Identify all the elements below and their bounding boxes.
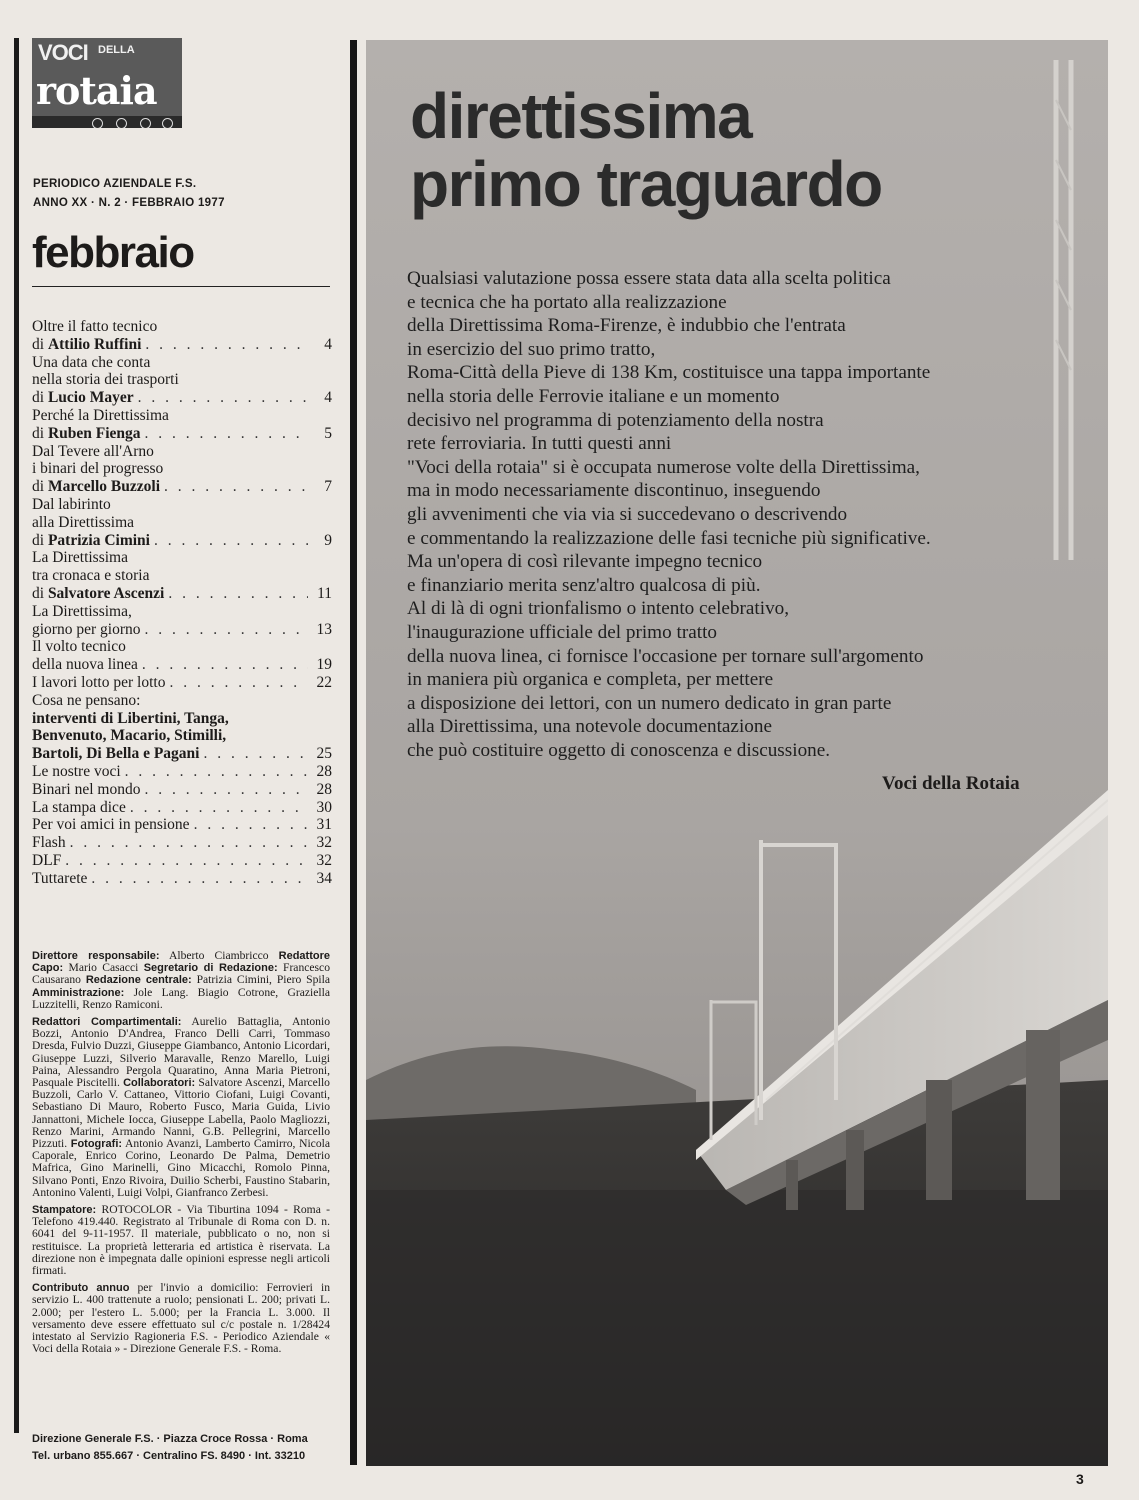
toc-title-line: Perché la Direttissima	[32, 406, 169, 424]
redazione-label: Redazione centrale:	[85, 974, 192, 987]
intro-line: della Direttissima Roma-Firenze, è indubbio che l'entrata	[407, 315, 846, 337]
logo-wheel-icon	[140, 118, 151, 128]
toc-entry-line	[32, 834, 332, 852]
compartimentali-names: Aurelio Battaglia, Antonio Bozzi, Antonio D'Andrea, Franco Delli Carri, Tommaso Dresda, Fulvio Duzzi, Giuseppe Giambanco, Antonio Licordari, Giuseppe Luzzi, Silverio Maravalle, Renzo Marello, Luigi Paina, Alessandro Pergola Quaratino, Anna Maria Pietroni, Pasquale Piscitelli.	[32, 1015, 330, 1090]
toc-entry-prefix: di	[32, 584, 48, 602]
left-column-rule	[14, 38, 19, 1433]
toc-leader-dots	[145, 336, 308, 354]
intro-line: rete ferroviaria. In tutti questi anni	[407, 433, 672, 455]
toc-page-number: 4	[324, 335, 332, 353]
toc-entry-author: Marcello Buzzoli	[47, 478, 160, 496]
toc-page-number: 25	[316, 745, 332, 763]
column-divider-rule	[350, 40, 357, 1465]
toc-title-line: i binari del progresso	[32, 460, 164, 478]
toc-entry-line	[32, 852, 332, 870]
toc-leader-dots	[144, 621, 308, 639]
logo-wheel-icon	[92, 118, 103, 128]
logo-rail-stripe	[32, 116, 182, 128]
toc-leader-dots	[91, 870, 308, 888]
toc-entry	[32, 781, 332, 799]
toc-entry-line	[32, 478, 332, 496]
toc-bold-text: interventi di Libertini, Tanga,	[32, 709, 229, 727]
toc-page-number: 7	[324, 478, 332, 496]
article-signature: Voci della Rotaia	[882, 773, 1020, 794]
toc-entry-prefix: Flash	[32, 834, 66, 852]
toc-entry	[32, 763, 332, 781]
toc-entry-prefix: di	[32, 531, 48, 549]
toc-entry-line	[32, 656, 332, 674]
toc-leader-dots	[164, 478, 308, 496]
toc-entry	[32, 496, 332, 549]
intro-line: gli avvenimenti che via via si succedevano o descrivendo	[407, 503, 848, 525]
toc-entry-prefix: della nuova linea	[32, 656, 138, 674]
toc-entry-text	[32, 621, 140, 639]
toc-title-line: Cosa ne pensano:	[32, 691, 141, 709]
toc-leader-dots	[65, 852, 308, 870]
toc-entry	[32, 852, 332, 870]
toc-entry-text	[32, 336, 141, 354]
toc-entry-prefix: di	[32, 424, 48, 442]
contributo-text: per l'invio a domicilio: Ferrovieri in servizio L. 400 trattenute a ruolo; pensionati L. 200; privati L. 2.000; per l'estero L. 5.000; per la Francia L. 3.000. Il versamento deve essere effettuato sul c/c postale n. 1/28424 intestato al Servizio Ragioneria F.S. - Periodico Aziendale « Voci della Rotaia » - Direzione Generale F.S. - Roma.	[32, 1281, 330, 1356]
toc-entry-prefix: giorno per giorno	[32, 620, 141, 638]
toc-title-line: Dal labirinto	[32, 495, 111, 513]
toc-leader-dots	[70, 834, 308, 852]
toc-entry-line	[32, 389, 332, 407]
segretario-label: Segretario di Redazione:	[143, 962, 278, 975]
toc-entry-prefix: Le nostre voci	[32, 762, 121, 780]
direttore-name: Alberto Ciambricco	[159, 949, 279, 962]
amministrazione-label: Amministrazione:	[32, 986, 125, 999]
logo-wheel-icon	[162, 118, 173, 128]
toc-entry-author: Bartoli, Di Bella e Pagani	[32, 745, 200, 763]
toc-title-line-bold	[32, 727, 332, 745]
toc-entry	[32, 674, 332, 692]
toc-entry-text	[32, 585, 164, 603]
toc-page-number: 13	[316, 620, 332, 638]
logo-wheel-icon	[116, 118, 127, 128]
toc-entry-line	[32, 870, 332, 888]
stampatore-text: ROTOCOLOR - Via Tiburtina 1094 - Roma - Telefono 419.440. Registrato al Tribunale di Roma con D. n. 6041 del 9-11-1957. Il materiale, pubblicato o no, non si restituisce. La proprietà letteraria ed artistica è riservata. La direzione non è impegnata dalle opinioni espresse negli articoli firmati.	[32, 1203, 330, 1278]
toc-entry-text	[32, 834, 66, 852]
toc-leader-dots	[154, 532, 308, 550]
intro-line: in maniera più organica e completa, per mettere	[407, 669, 774, 691]
compartimentali-label: Redattori Compartimentali:	[32, 1016, 182, 1029]
toc-entry-line	[32, 585, 332, 603]
toc-entry-text	[32, 799, 126, 817]
toc-entry-line	[32, 799, 332, 817]
toc-entry-text	[32, 425, 141, 443]
intro-line: decisivo nel programma di potenziamento della nostra	[407, 409, 824, 431]
toc-leader-dots	[125, 763, 308, 781]
amministrazione-names: Jole Lang. Biagio Cotrone, Graziella Luzzitelli, Renzo Ramiconi.	[32, 985, 330, 1011]
headline-line-2: primo traguardo	[410, 148, 882, 220]
toc-entry-prefix: di	[32, 478, 48, 496]
toc-leader-dots	[203, 745, 308, 763]
intro-line: e commentando la realizzazione delle fasi tecniche più significative.	[407, 527, 931, 549]
toc-entry-text	[32, 478, 160, 496]
fotografi-label: Fotografi:	[70, 1138, 123, 1151]
toc-entry-text	[32, 781, 141, 799]
toc-entry	[32, 638, 332, 674]
toc-entry-author: Salvatore Ascenzi	[47, 584, 165, 602]
toc-entry-author: Patrizia Cimini	[47, 531, 150, 549]
toc-leader-dots	[145, 781, 309, 799]
toc-leader-dots	[142, 656, 308, 674]
issue-info: ANNO XX · N. 2 · FEBBRAIO 1977	[33, 197, 225, 209]
toc-entry-text	[32, 656, 138, 674]
intro-line: e tecnica che ha portato alla realizzazione	[407, 291, 727, 313]
toc-entry-prefix: La stampa dice	[32, 798, 126, 816]
logo-rotaia: rotaia	[36, 68, 157, 113]
toc-entry	[32, 443, 332, 496]
publication-type: PERIODICO AZIENDALE F.S.	[33, 178, 197, 190]
magazine-logo	[32, 38, 182, 128]
toc-entry-prefix: Binari nel mondo	[32, 780, 141, 798]
collaboratori-names: Salvatore Ascenzi, Marcello Buzzoli, Carlo V. Cattaneo, Vittorio Ciofani, Luigi Covanti, Sebastiano Di Mauro, Roberto Fusco, Maria Guida, Livio Jannattoni, Michele Iocca, Giuseppe Labella, Paolo Magliozzi, Renzo Marini, Armando Nanni, G.B. Pellegrini, Marcello Pizzuti.	[32, 1076, 330, 1151]
toc-entry-author: Lucio Mayer	[47, 389, 134, 407]
toc-entry-text	[32, 674, 165, 692]
toc-title-line: Una data che conta	[32, 353, 151, 371]
intro-line: Roma-Città della Pieve di 138 Km, costituisce una tappa importante	[407, 362, 931, 384]
toc-entry-line	[32, 745, 332, 763]
toc-entry-text	[32, 870, 87, 888]
address-line: Direzione Generale F.S. · Piazza Croce Rossa · Roma	[32, 1433, 308, 1445]
toc-entry	[32, 407, 332, 443]
toc-title-line: tra cronaca e storia	[32, 567, 150, 585]
collaboratori-label: Collaboratori:	[123, 1077, 196, 1090]
toc-entry-line	[32, 621, 332, 639]
toc-entry-line	[32, 781, 332, 799]
toc-entry-prefix: di	[32, 335, 48, 353]
intro-line: della nuova linea, ci fornisce l'occasione per tornare sull'argomento	[407, 645, 924, 667]
toc-page-number: 32	[316, 851, 332, 869]
toc-page-number: 4	[324, 389, 332, 407]
toc-divider	[32, 286, 330, 287]
toc-entry-text	[32, 389, 134, 407]
intro-line: in esercizio del suo primo tratto,	[407, 338, 656, 360]
logo-voci: VOCI	[38, 40, 88, 65]
toc-entry	[32, 834, 332, 852]
toc-page-number: 28	[316, 762, 332, 780]
toc-entry-prefix: DLF	[32, 851, 62, 869]
intro-line: a disposizione dei lettori, con un numero dedicato in gran parte	[407, 692, 892, 714]
toc-leader-dots	[168, 585, 308, 603]
toc-title-line: La Direttissima	[32, 549, 128, 567]
toc-page-number: 32	[316, 834, 332, 852]
toc-leader-dots	[194, 816, 308, 834]
toc-entry-line	[32, 674, 332, 692]
intro-line: "Voci della rotaia" si è occupata numerose volte della Direttissima,	[407, 456, 920, 478]
toc-entry-prefix: I lavori lotto per lotto	[32, 673, 166, 691]
redazione-names: Patrizia Cimini, Piero Spila	[191, 973, 330, 987]
redattore-capo-name: Mario Casacci	[63, 961, 144, 975]
headline-line-1: direttissima	[410, 80, 752, 152]
intro-line: nella storia delle Ferrovie italiane e un momento	[407, 385, 780, 407]
toc-entry	[32, 870, 332, 888]
toc-title-line: alla Direttissima	[32, 513, 135, 531]
issue-month-title: febbraio	[32, 228, 194, 277]
toc-entry-prefix: Tuttarete	[32, 869, 88, 887]
toc-entry	[32, 816, 332, 834]
contributo-label: Contributo annuo	[32, 1282, 130, 1295]
toc-entry-text	[32, 852, 61, 870]
toc-entry-prefix: di	[32, 389, 48, 407]
intro-line: Ma un'opera di così rilevante impegno tecnico	[407, 551, 763, 573]
toc-entry-prefix: Per voi amici in pensione	[32, 816, 190, 834]
editorial-credits	[32, 950, 330, 1361]
toc-leader-dots	[169, 674, 308, 692]
intro-line: Qualsiasi valutazione possa essere stata data alla scelta politica	[407, 268, 891, 289]
intro-line: alla Direttissima, una notevole documentazione	[407, 716, 772, 738]
toc-leader-dots	[138, 389, 308, 407]
toc-entry-line	[32, 763, 332, 781]
contributors-paragraph	[32, 1016, 330, 1199]
logo-della: DELLA	[98, 44, 135, 56]
toc-entry-author: Attilio Ruffini	[47, 335, 142, 353]
fotografi-names: Antonio Avanzi, Lamberto Camirro, Nicola Caporale, Enrico Corino, Leonardo De Palma, Demetrio Mafrica, Gino Marinelli, Gino Micacchi, Romolo Pinna, Silvano Ponti, Enzo Rivoira, Duilio Scherbi, Faustino Stabarin, Antonino Valenti, Luigi Volpi, Gianfranco Zerbesi.	[32, 1137, 330, 1199]
intro-line: che può costituire oggetto di conoscenza e discussione.	[407, 739, 831, 761]
toc-entry	[32, 318, 332, 354]
toc-entry-text	[32, 745, 199, 763]
toc-title-line: Dal Tevere all'Arno	[32, 442, 154, 460]
article-intro	[407, 267, 1057, 762]
toc-page-number: 31	[316, 816, 332, 834]
toc-entry	[32, 354, 332, 407]
intro-line: e finanziario merita senz'altro qualcosa di più.	[407, 574, 761, 596]
toc-page-number: 34	[316, 869, 332, 887]
stampatore-label: Stampatore:	[32, 1204, 97, 1217]
table-of-contents	[32, 318, 332, 888]
article-headline	[410, 82, 882, 218]
toc-entry	[32, 692, 332, 763]
intro-line: ma in modo necessariamente discontinuo, inseguendo	[407, 480, 821, 502]
toc-page-number: 22	[316, 673, 332, 691]
toc-entry-line	[32, 336, 332, 354]
toc-page-number: 9	[324, 531, 332, 549]
toc-entry-author: Ruben Fienga	[47, 424, 141, 442]
toc-entry-text	[32, 816, 190, 834]
toc-page-number: 19	[316, 656, 332, 674]
direttore-label: Direttore responsabile:	[32, 950, 160, 962]
toc-page-number: 28	[316, 780, 332, 798]
toc-entry	[32, 799, 332, 817]
toc-entry-line	[32, 532, 332, 550]
segretario-name: Francesco Causarano	[32, 961, 330, 987]
page-number: 3	[1076, 1471, 1084, 1487]
toc-page-number: 5	[324, 424, 332, 442]
toc-bold-text: Benvenuto, Macario, Stimilli,	[32, 727, 227, 745]
intro-line: l'inaugurazione ufficiale del primo tratto	[407, 621, 717, 643]
phone-line: Tel. urbano 855.667 · Centralino FS. 8490 · Int. 33210	[32, 1450, 306, 1462]
redattore-capo-label: Redattore Capo:	[32, 950, 330, 975]
toc-entry-line	[32, 816, 332, 834]
toc-entry	[32, 549, 332, 602]
subscription-paragraph	[32, 1282, 330, 1355]
toc-page-number: 11	[317, 584, 332, 602]
staff-paragraph	[32, 950, 330, 1011]
toc-title-line: nella storia dei trasporti	[32, 371, 179, 389]
toc-entry	[32, 603, 332, 639]
toc-leader-dots	[130, 799, 308, 817]
toc-page-number: 30	[316, 798, 332, 816]
toc-title-line: Il volto tecnico	[32, 638, 126, 656]
toc-title-line: Oltre il fatto tecnico	[32, 318, 158, 335]
toc-leader-dots	[145, 425, 308, 443]
toc-entry-text	[32, 532, 150, 550]
toc-entry-line	[32, 425, 332, 443]
printer-paragraph	[32, 1204, 330, 1277]
toc-title-line: La Direttissima,	[32, 602, 132, 620]
intro-line: Al di là di ogni trionfalismo o intento celebrativo,	[407, 598, 790, 620]
toc-entry-text	[32, 763, 121, 781]
toc-title-line-bold	[32, 710, 332, 728]
